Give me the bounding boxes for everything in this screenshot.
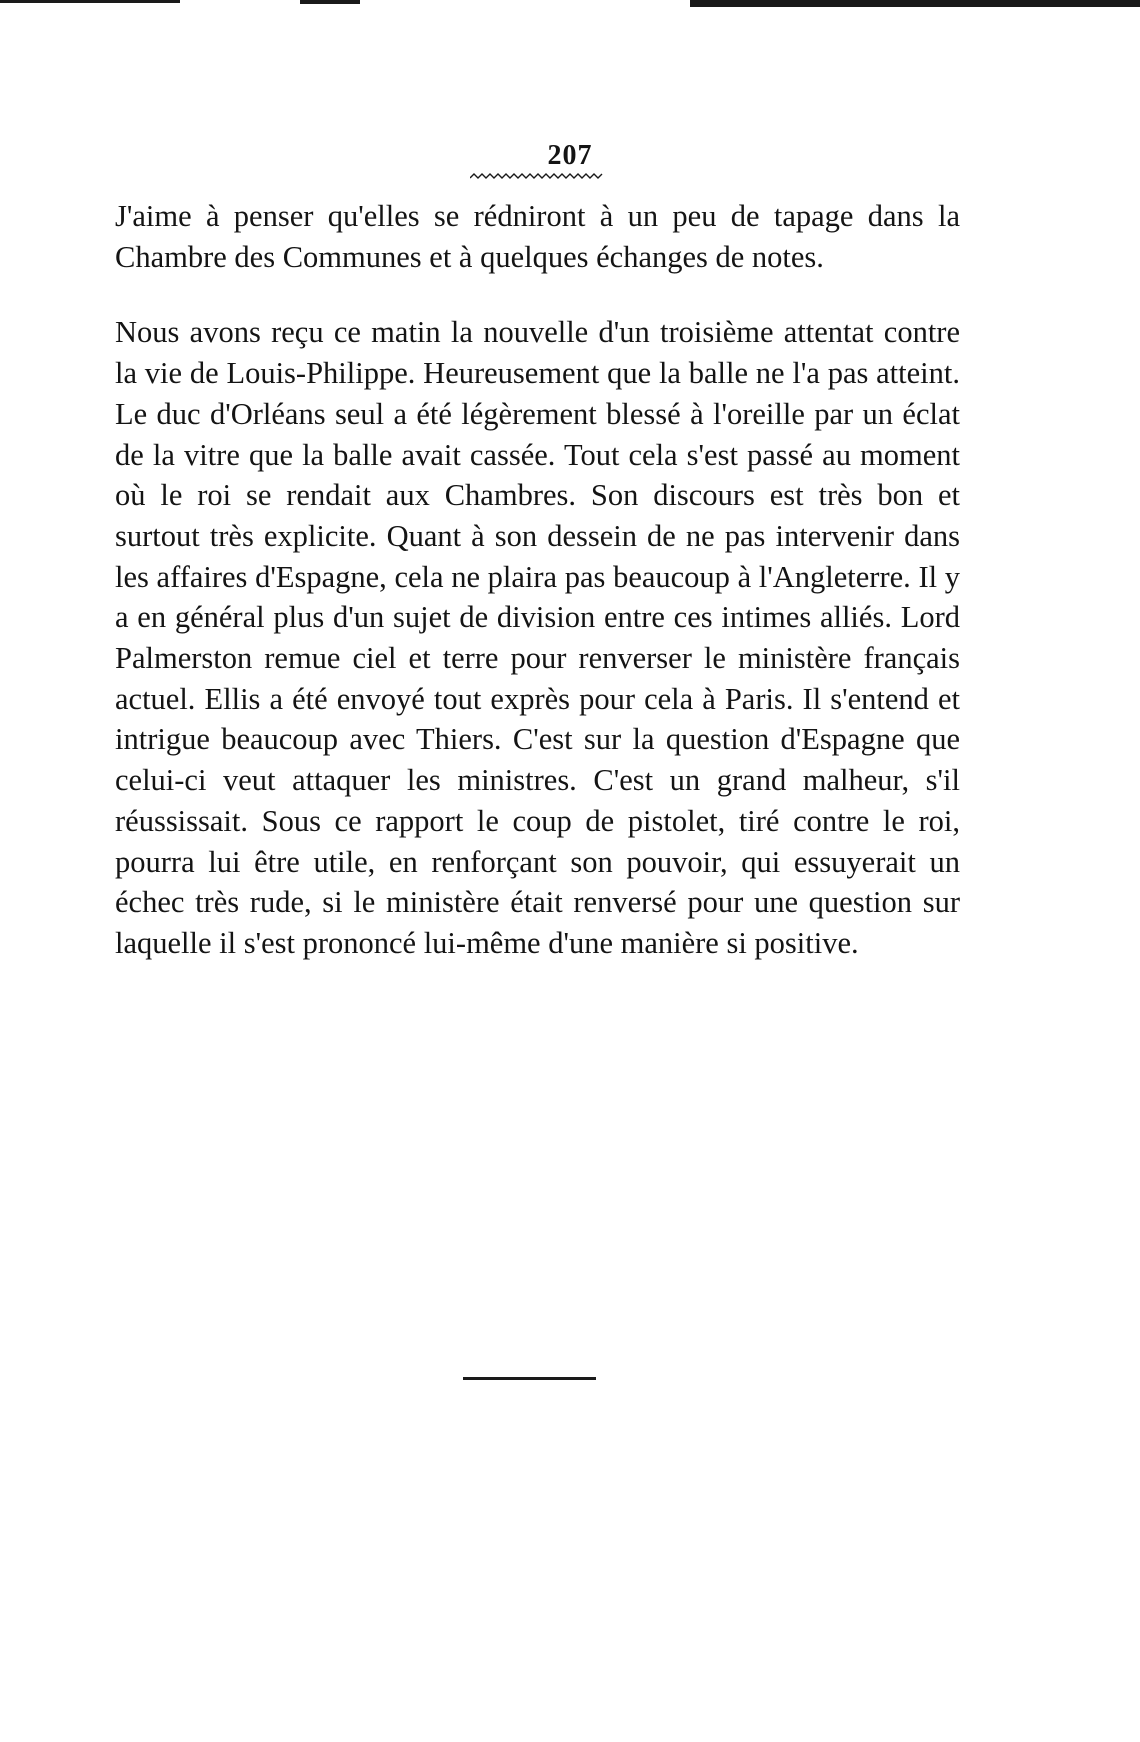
paragraph: J'aime à penser qu'elles se rédniront à un peu de tapage dans la Chambre des Communes et à quelques échanges de notes.	[115, 199, 960, 274]
end-rule	[463, 1377, 596, 1380]
body-text	[115, 196, 960, 964]
page-number: 207	[547, 140, 593, 171]
paragraph: Nous avons reçu ce matin la nouvelle d'un troisième attentat contre la vie de Louis-Philippe. Heureusement que la balle ne l'a pas atteint. Le duc d'Orléans seul a été légèrement blessé à l'oreille par un éclat de la vitre que la balle avait cassée. Tout cela s'est passé au moment où le roi se rendait aux Chambres. Son discours est très bon et surtout très explicite. Quant à son dessein de ne pas intervenir dans les affaires d'Espagne, cela ne plaira pas beaucoup à l'Angleterre. Il y a en général plus d'un sujet de division entre ces intimes alliés. Lord Palmerston remue ciel et terre pour renverser le ministère français actuel. Ellis a été envoyé tout exprès pour cela à Paris. Il s'entend et intrigue beaucoup avec Thiers. C'est sur la question d'Espagne que celui-ci veut attaquer les ministres. C'est un grand malheur, s'il réussissait. Sous ce rapport le coup de pistolet, tiré contre le roi, pourra lui être utile, en renforçant son pouvoir, qui essuyerait un échec très rude, si le ministère était renversé pour une question sur laquelle il s'est prononcé lui-même d'une manière si positive.	[115, 315, 960, 960]
scan-edge-rule	[690, 0, 1140, 7]
wavy-ornament	[470, 172, 604, 182]
scan-edge-rule	[0, 0, 180, 3]
scan-edge-rule	[300, 0, 360, 4]
